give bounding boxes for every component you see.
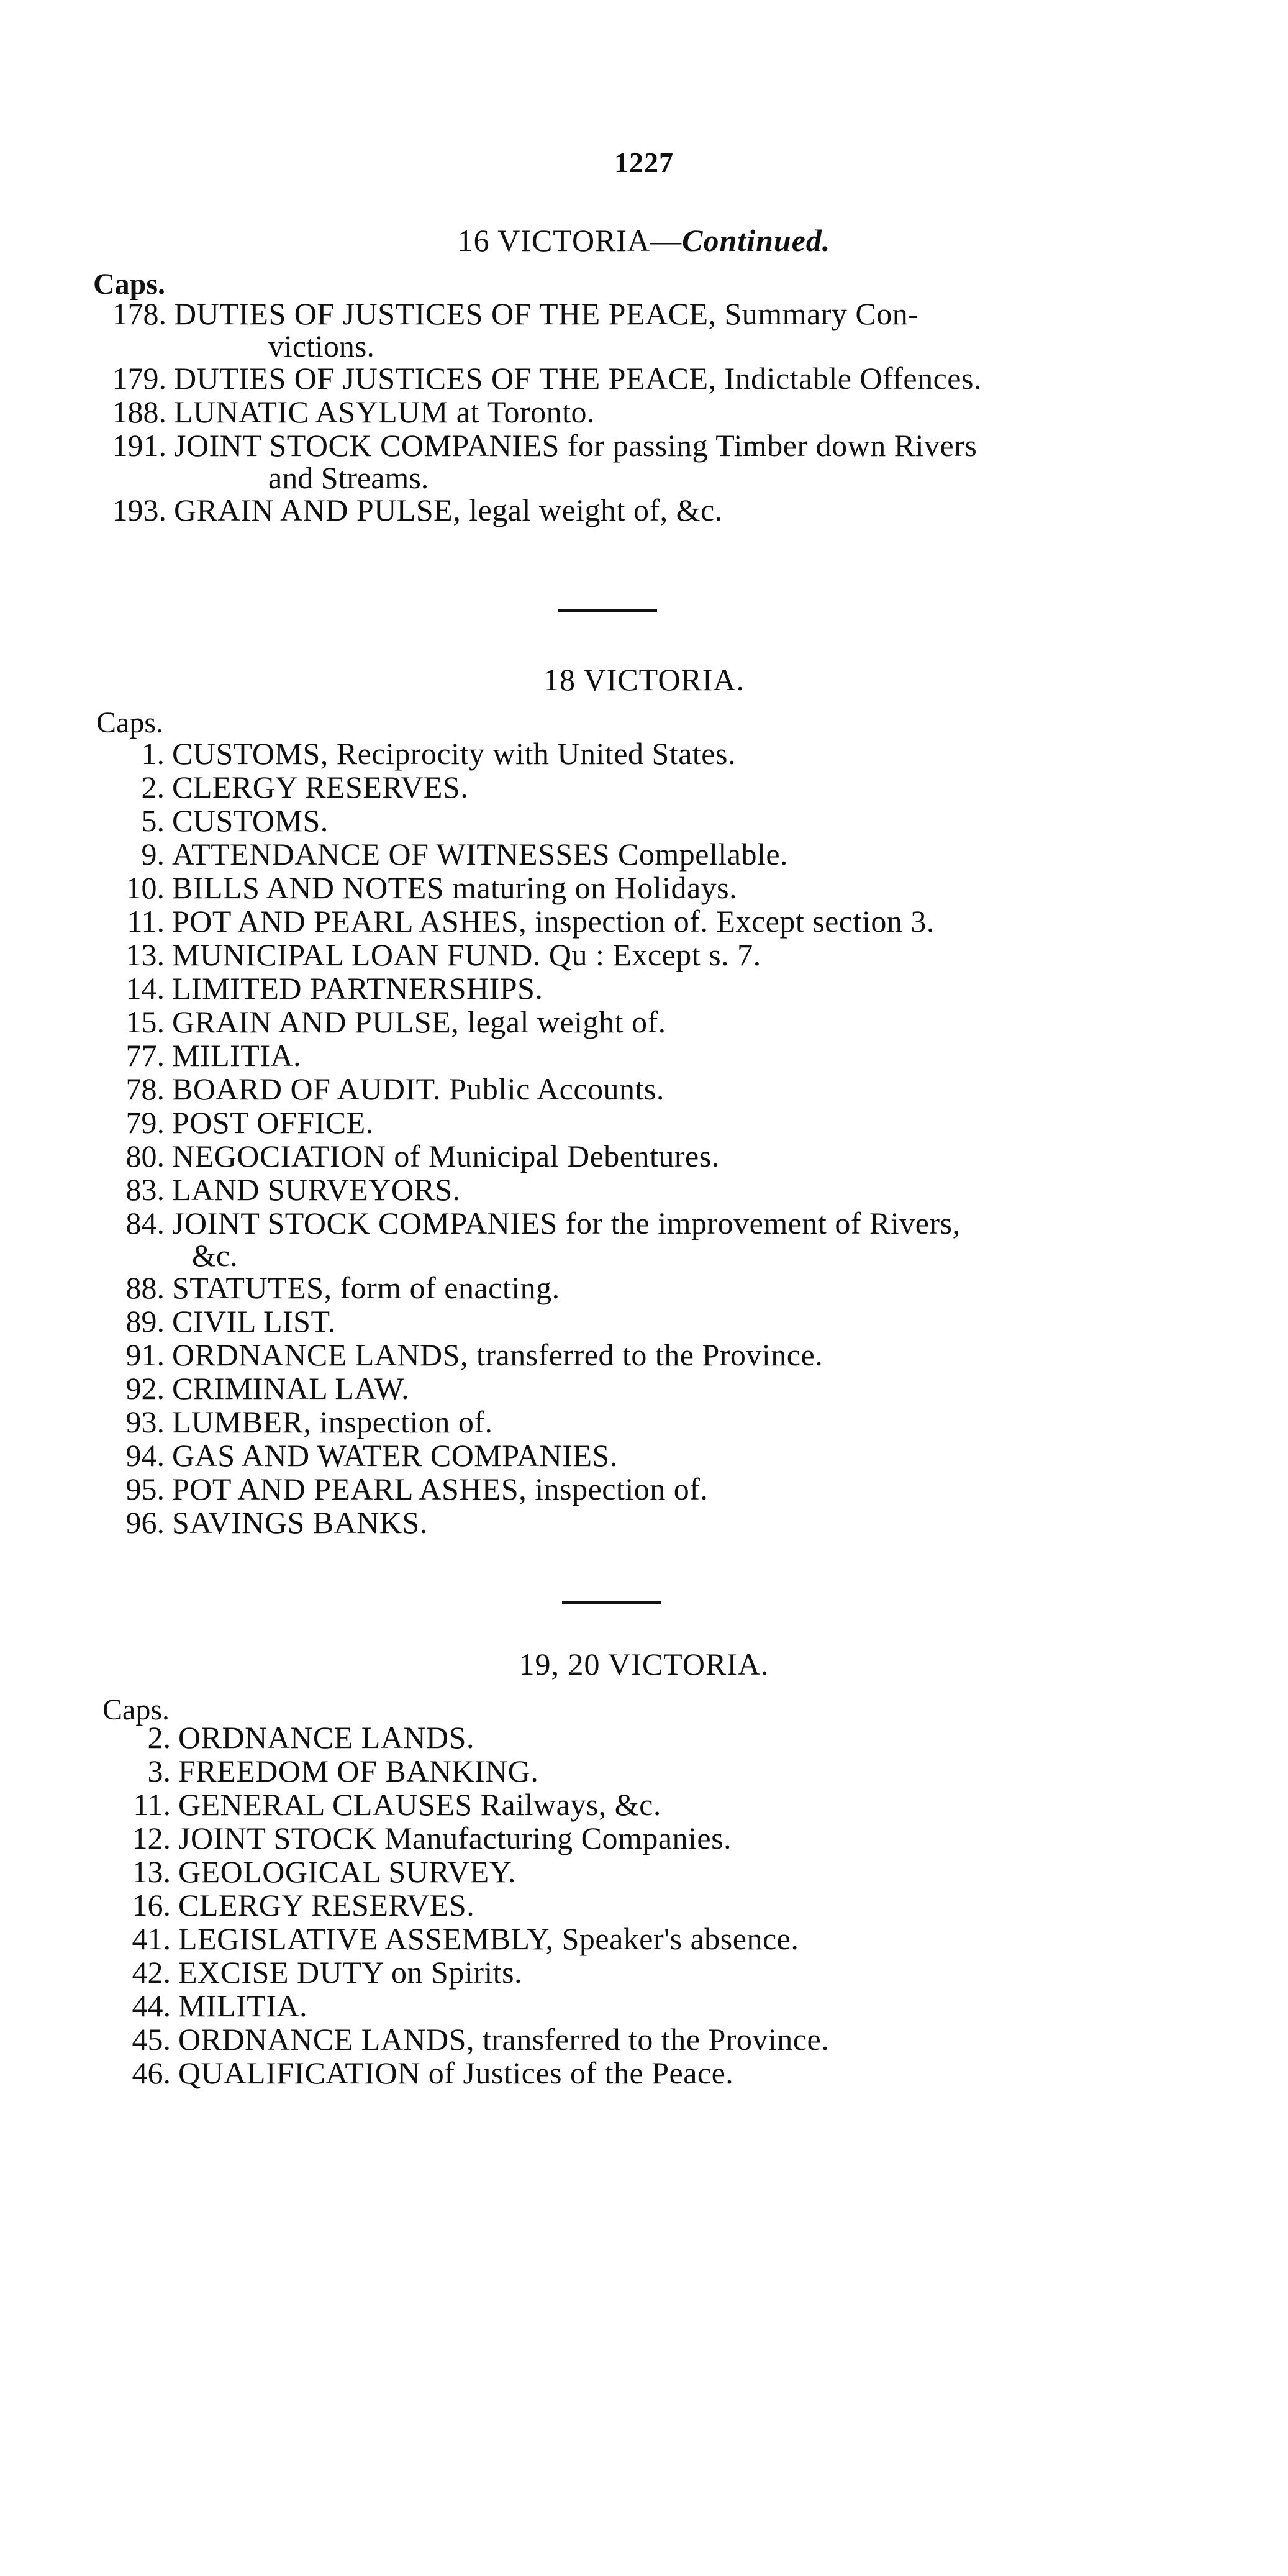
- section-title-text: 16 VICTORIA—: [457, 223, 683, 258]
- page-number: 1227: [614, 147, 674, 178]
- cap-number: 13.: [125, 937, 165, 972]
- list-item: [96, 1955, 829, 1989]
- cap-title: LEGISLATIVE ASSEMBLY, Speaker's absence.: [178, 1921, 799, 1956]
- list-item: [96, 1304, 961, 1338]
- cap-number: 77.: [125, 1038, 165, 1073]
- list-item: [96, 1271, 961, 1304]
- list-item: [96, 1372, 961, 1405]
- list-item: [96, 1139, 961, 1173]
- cap-title: ORDNANCE LANDS.: [178, 1720, 474, 1755]
- cap-number: 3.: [147, 1754, 171, 1788]
- cap-title: ATTENDANCE OF WITNESSES Compellable.: [172, 837, 789, 872]
- cap-number: 179.: [112, 361, 166, 396]
- list-item: [96, 938, 961, 972]
- cap-title: CUSTOMS.: [172, 803, 329, 838]
- cap-title: GEOLOGICAL SURVEY.: [178, 1854, 516, 1889]
- cap-title: MILITIA.: [178, 1988, 308, 2023]
- list-item: [96, 737, 961, 770]
- cap-number: 5.: [141, 803, 165, 838]
- list-item: [93, 362, 982, 395]
- cap-title: QUALIFICATION of Justices of the Peace.: [178, 2055, 734, 2090]
- cap-title: LIMITED PARTNERSHIPS.: [172, 971, 543, 1006]
- cap-number: 45.: [132, 2022, 171, 2057]
- cap-number: 46.: [132, 2055, 171, 2090]
- list-item: [93, 297, 982, 362]
- cap-number: 193.: [112, 493, 166, 527]
- cap-number: 96.: [125, 1505, 165, 1540]
- cap-number: 191.: [112, 428, 166, 463]
- list-item: [96, 1721, 829, 1754]
- list-item: [96, 2056, 829, 2090]
- list-item: [96, 1506, 961, 1539]
- list-item: [96, 837, 961, 871]
- cap-number: 2.: [141, 770, 165, 804]
- list-item: [96, 1405, 961, 1439]
- cap-title: BOARD OF AUDIT. Public Accounts.: [172, 1072, 664, 1106]
- list-item: [96, 1989, 829, 2023]
- cap-title-continuation: &c.: [192, 1238, 238, 1273]
- cap-number: 44.: [132, 1988, 171, 2023]
- cap-title: JOINT STOCK COMPANIES for the improvement of Rivers,: [172, 1206, 961, 1240]
- list-item: [93, 493, 982, 527]
- cap-title: LAND SURVEYORS.: [172, 1172, 461, 1207]
- list-item: [96, 1106, 961, 1139]
- cap-title: NEGOCIATION of Municipal Debentures.: [172, 1139, 720, 1173]
- list-item: [96, 1206, 961, 1271]
- list-item: [96, 1821, 829, 1855]
- list-item: [96, 871, 961, 904]
- section-title-18-victoria: 18 VICTORIA.: [543, 662, 745, 697]
- cap-number: 13.: [132, 1854, 171, 1889]
- cap-title: POT AND PEARL ASHES, inspection of.: [172, 1472, 709, 1506]
- list-item: [96, 904, 961, 938]
- cap-number: 78.: [125, 1072, 165, 1106]
- list-item: [96, 1754, 829, 1788]
- cap-number: 94.: [125, 1438, 165, 1473]
- cap-number: 11.: [133, 1787, 171, 1822]
- cap-number: 88.: [125, 1270, 165, 1305]
- list-item: [96, 972, 961, 1005]
- cap-title: ORDNANCE LANDS, transferred to the Province.: [178, 2022, 830, 2057]
- cap-title: SAVINGS BANKS.: [172, 1505, 428, 1540]
- cap-title: GRAIN AND PULSE, legal weight of, &c.: [174, 493, 723, 527]
- cap-number: 84.: [125, 1206, 165, 1240]
- cap-title-continuation: and Streams.: [268, 460, 429, 495]
- list-item: [96, 1039, 961, 1072]
- list-item: [96, 2023, 829, 2056]
- list-item: [96, 1439, 961, 1472]
- cap-title: LUNATIC ASYLUM at Toronto.: [174, 394, 596, 429]
- cap-title: POST OFFICE.: [172, 1105, 374, 1140]
- section-title-19-20-victoria: 19, 20 VICTORIA.: [519, 1647, 769, 1682]
- section-title-suffix: Continued.: [682, 223, 831, 258]
- cap-title: CRIMINAL LAW.: [172, 1371, 410, 1406]
- section-divider: [558, 609, 657, 612]
- cap-title: MUNICIPAL LOAN FUND. Qu : Except s. 7.: [172, 937, 761, 972]
- cap-title: GRAIN AND PULSE, legal weight of.: [172, 1004, 666, 1039]
- caps-label: Caps.: [102, 1693, 170, 1726]
- cap-title: FREEDOM OF BANKING.: [178, 1754, 539, 1788]
- section-list-18-victoria: [96, 737, 961, 1539]
- cap-number: 10.: [125, 870, 165, 905]
- cap-title: LUMBER, inspection of.: [172, 1404, 493, 1439]
- cap-title: DUTIES OF JUSTICES OF THE PEACE, Indictable Offences.: [174, 361, 982, 396]
- cap-number: 79.: [125, 1105, 165, 1140]
- list-item: [96, 1338, 961, 1372]
- cap-number: 1.: [141, 736, 165, 771]
- cap-title: GENERAL CLAUSES Railways, &c.: [178, 1787, 661, 1822]
- list-item: [93, 429, 982, 493]
- list-item: [96, 804, 961, 837]
- list-item: [96, 1072, 961, 1106]
- cap-title: CLERGY RESERVES.: [172, 770, 469, 804]
- section-divider: [562, 1601, 661, 1604]
- cap-number: 16.: [132, 1888, 171, 1923]
- caps-label: Caps.: [93, 268, 166, 301]
- cap-title: STATUTES, form of enacting.: [172, 1270, 560, 1305]
- section-list-16-victoria: [93, 297, 982, 527]
- section-title-16-victoria: [0, 222, 1288, 258]
- list-item: [96, 1888, 829, 1922]
- cap-title: GAS AND WATER COMPANIES.: [172, 1438, 618, 1473]
- list-item: [96, 1922, 829, 1955]
- cap-number: 14.: [125, 971, 165, 1006]
- cap-title: DUTIES OF JUSTICES OF THE PEACE, Summary Con-: [174, 296, 919, 331]
- cap-title: POT AND PEARL ASHES, inspection of. Except section 3.: [172, 904, 935, 939]
- cap-title-continuation: victions.: [268, 329, 374, 363]
- cap-title: MILITIA.: [172, 1038, 302, 1073]
- cap-title: CUSTOMS, Reciprocity with United States.: [172, 736, 736, 771]
- cap-number: 9.: [141, 837, 165, 872]
- list-item: [93, 395, 982, 429]
- cap-number: 12.: [132, 1821, 171, 1855]
- cap-number: 95.: [125, 1472, 165, 1506]
- list-item: [96, 1472, 961, 1506]
- section-list-19-20-victoria: [96, 1721, 829, 2090]
- cap-number: 188.: [112, 394, 166, 429]
- list-item: [96, 1173, 961, 1206]
- list-item: [96, 1005, 961, 1039]
- cap-title: EXCISE DUTY on Spirits.: [178, 1955, 523, 1990]
- cap-number: 80.: [125, 1139, 165, 1173]
- cap-number: 15.: [125, 1004, 165, 1039]
- cap-number: 92.: [125, 1371, 165, 1406]
- cap-number: 41.: [132, 1921, 171, 1956]
- list-item: [96, 1855, 829, 1888]
- caps-label: Caps.: [96, 706, 163, 739]
- cap-title: ORDNANCE LANDS, transferred to the Province.: [172, 1337, 823, 1372]
- cap-number: 93.: [125, 1404, 165, 1439]
- cap-title: CLERGY RESERVES.: [178, 1888, 475, 1923]
- cap-title: JOINT STOCK Manufacturing Companies.: [178, 1821, 732, 1855]
- cap-title: JOINT STOCK COMPANIES for passing Timber down Rivers: [174, 428, 977, 463]
- cap-title: CIVIL LIST.: [172, 1304, 336, 1339]
- cap-number: 2.: [147, 1720, 171, 1755]
- cap-title: BILLS AND NOTES maturing on Holidays.: [172, 870, 738, 905]
- cap-number: 11.: [127, 904, 165, 939]
- cap-number: 89.: [125, 1304, 165, 1339]
- cap-number: 91.: [125, 1337, 165, 1372]
- list-item: [96, 1788, 829, 1821]
- cap-number: 178.: [112, 296, 166, 331]
- list-item: [96, 770, 961, 804]
- cap-number: 83.: [125, 1172, 165, 1207]
- cap-number: 42.: [132, 1955, 171, 1990]
